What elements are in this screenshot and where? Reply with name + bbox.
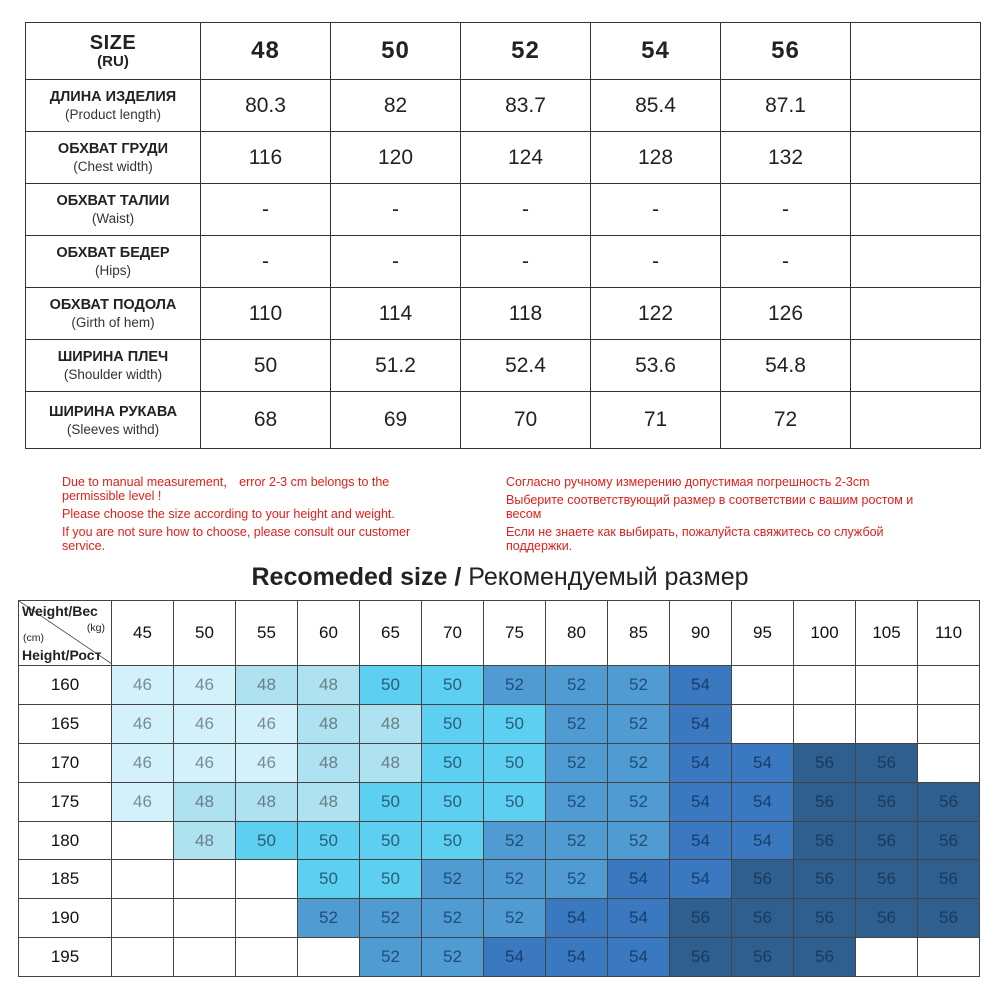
size-cell: 48 [298, 666, 360, 705]
size-cell: 50 [360, 821, 422, 860]
size-cell: 56 [856, 860, 918, 899]
title-ru: Рекомендуемый размер [461, 563, 749, 591]
measurement-value: - [201, 236, 331, 288]
measurement-value: 114 [331, 288, 461, 340]
size-cell: 56 [918, 860, 980, 899]
height-row [19, 782, 980, 821]
measurement-value [851, 288, 981, 340]
size-cell: 54 [732, 782, 794, 821]
size-cell [856, 666, 918, 705]
size-cell: 50 [360, 782, 422, 821]
size-cell: 50 [422, 782, 484, 821]
size-cell: 48 [298, 782, 360, 821]
size-cell: 50 [298, 821, 360, 860]
measurement-label [26, 288, 201, 340]
weight-header: 90 [670, 601, 732, 666]
measurement-value: 69 [331, 392, 461, 449]
size-cell: 48 [236, 666, 298, 705]
size-cell: 56 [794, 899, 856, 938]
size-cell: 54 [484, 938, 546, 977]
measurement-label [26, 340, 201, 392]
size-column-header: 54 [591, 23, 721, 80]
size-cell: 56 [918, 821, 980, 860]
size-cell: 52 [546, 821, 608, 860]
size-cell: 52 [608, 744, 670, 783]
size-cell: 50 [484, 744, 546, 783]
weight-header: 75 [484, 601, 546, 666]
height-row [19, 666, 980, 705]
measurement-row [26, 236, 981, 288]
measurement-value: 50 [201, 340, 331, 392]
weight-header: 55 [236, 601, 298, 666]
measurement-value: 70 [461, 392, 591, 449]
height-header: 195 [19, 938, 112, 977]
weight-header: 85 [608, 601, 670, 666]
size-cell: 48 [298, 705, 360, 744]
size-cell: 54 [670, 666, 732, 705]
measurement-label [26, 184, 201, 236]
size-cell: 52 [546, 666, 608, 705]
weight-header: 70 [422, 601, 484, 666]
measurement-note-ru [506, 475, 946, 557]
size-cell: 52 [422, 860, 484, 899]
size-cell: 56 [732, 938, 794, 977]
size-cell: 46 [236, 744, 298, 783]
size-cell: 54 [670, 860, 732, 899]
size-cell: 50 [360, 666, 422, 705]
measurement-label-ru: ОБХВАТ БЕДЕР [56, 245, 170, 261]
size-cell: 56 [670, 899, 732, 938]
measurement-label [26, 132, 201, 184]
size-cell [236, 899, 298, 938]
measurement-label-ru: ШИРИНА РУКАВА [48, 403, 178, 420]
measurement-value: 72 [721, 392, 851, 449]
size-cell [298, 938, 360, 977]
size-cell: 46 [112, 744, 174, 783]
measurement-value: - [591, 184, 721, 236]
size-column-header: 56 [721, 23, 851, 80]
measurement-label [26, 236, 201, 288]
size-table [25, 22, 981, 449]
size-cell: 56 [794, 938, 856, 977]
size-cell [112, 821, 174, 860]
title-en: Recomeded size / [251, 563, 462, 591]
size-column-header: 52 [461, 23, 591, 80]
size-cell: 52 [546, 782, 608, 821]
size-cell [174, 899, 236, 938]
measurement-value: - [721, 184, 851, 236]
size-cell: 52 [608, 782, 670, 821]
size-cell: 52 [484, 899, 546, 938]
recommended-size-grid [18, 600, 980, 977]
size-cell [236, 860, 298, 899]
size-cell: 46 [174, 666, 236, 705]
size-cell: 54 [546, 938, 608, 977]
measurement-value [851, 132, 981, 184]
note-line: Согласно ручному измерению допустимая погрешность 2-3cm [506, 475, 870, 489]
size-cell: 56 [856, 782, 918, 821]
measurement-value: 68 [201, 392, 331, 449]
size-cell: 56 [794, 744, 856, 783]
height-row [19, 821, 980, 860]
size-cell [918, 744, 980, 783]
size-cell: 46 [236, 705, 298, 744]
size-cell: 50 [422, 705, 484, 744]
height-row [19, 744, 980, 783]
size-cell: 56 [670, 938, 732, 977]
size-cell: 56 [732, 899, 794, 938]
size-cell: 52 [360, 938, 422, 977]
measurement-value: 85.4 [591, 80, 721, 132]
size-cell: 48 [174, 782, 236, 821]
measurement-value: - [461, 184, 591, 236]
weight-header: 80 [546, 601, 608, 666]
measurement-label-en: (Product length) [64, 107, 162, 122]
size-cell: 46 [112, 666, 174, 705]
weight-axis-label: Weight/Вес [22, 603, 98, 619]
measurement-row [26, 392, 981, 449]
size-cell: 50 [298, 860, 360, 899]
size-cell [236, 938, 298, 977]
size-cell: 52 [546, 705, 608, 744]
measurement-value: 128 [591, 132, 721, 184]
size-cell: 48 [236, 782, 298, 821]
size-cell: 56 [856, 744, 918, 783]
size-cell: 54 [732, 744, 794, 783]
measurement-value: 83.7 [461, 80, 591, 132]
size-cell: 48 [298, 744, 360, 783]
measurement-value [851, 236, 981, 288]
measurement-row [26, 288, 981, 340]
size-cell: 56 [918, 782, 980, 821]
measurement-label-ru: ДЛИНА ИЗДЕЛИЯ [49, 89, 177, 105]
measurement-label-ru: ОБХВАТ ПОДОЛА [49, 297, 177, 313]
size-cell: 50 [422, 744, 484, 783]
size-cell: 52 [484, 860, 546, 899]
size-cell [732, 705, 794, 744]
measurement-value [851, 392, 981, 449]
size-cell: 52 [546, 860, 608, 899]
measurement-value: - [331, 184, 461, 236]
measurement-value: 118 [461, 288, 591, 340]
weight-header: 60 [298, 601, 360, 666]
note-line: Due to manual measurement， error 2-3 cm belongs to the permissible level ! [62, 475, 390, 503]
size-cell [112, 860, 174, 899]
size-cell: 54 [546, 899, 608, 938]
size-cell: 54 [732, 821, 794, 860]
height-header: 185 [19, 860, 112, 899]
measurement-label-ru: ОБХВАТ ГРУДИ [57, 141, 169, 157]
measurement-value: 87.1 [721, 80, 851, 132]
size-cell: 48 [174, 821, 236, 860]
measurement-label-en: (Chest width) [73, 159, 153, 174]
size-cell: 56 [794, 782, 856, 821]
size-cell: 54 [670, 821, 732, 860]
weight-header: 50 [174, 601, 236, 666]
size-cell: 46 [174, 705, 236, 744]
size-cell [856, 705, 918, 744]
size-cell [794, 666, 856, 705]
size-cell: 50 [360, 860, 422, 899]
size-cell: 54 [670, 744, 732, 783]
size-cell: 46 [112, 782, 174, 821]
size-cell: 54 [608, 860, 670, 899]
size-column-header [851, 23, 981, 80]
measurement-value: 110 [201, 288, 331, 340]
size-cell [918, 938, 980, 977]
measurement-label [26, 392, 201, 449]
height-row [19, 705, 980, 744]
measurement-row [26, 184, 981, 236]
size-cell: 56 [918, 899, 980, 938]
note-line: If you are not sure how to choose, please consult our customer service. [62, 525, 411, 553]
measurement-value: - [721, 236, 851, 288]
size-cell: 54 [608, 938, 670, 977]
size-cell [794, 705, 856, 744]
size-cell: 46 [174, 744, 236, 783]
note-line: Please choose the size according to your height and weight. [62, 507, 395, 521]
size-cell: 54 [608, 899, 670, 938]
size-cell: 56 [856, 899, 918, 938]
weight-header: 45 [112, 601, 174, 666]
measurement-label-ru: ОБХВАТ ТАЛИИ [56, 193, 170, 209]
measurement-value: 82 [331, 80, 461, 132]
size-cell: 52 [422, 938, 484, 977]
size-column-header: 48 [201, 23, 331, 80]
measurement-label-ru: ШИРИНА ПЛЕЧ [57, 349, 169, 365]
size-cell: 52 [546, 744, 608, 783]
measurement-value: 54.8 [721, 340, 851, 392]
measurement-value: 120 [331, 132, 461, 184]
measurement-label-en: (Shoulder width) [63, 367, 163, 382]
measurement-value: - [331, 236, 461, 288]
weight-header: 65 [360, 601, 422, 666]
measurement-value [851, 80, 981, 132]
weight-header: 105 [856, 601, 918, 666]
size-cell: 50 [484, 782, 546, 821]
size-cell: 56 [856, 821, 918, 860]
size-label: SIZE [89, 31, 137, 54]
measurement-row [26, 80, 981, 132]
size-column-header: 50 [331, 23, 461, 80]
measurement-value: 52.4 [461, 340, 591, 392]
recommended-size-title [0, 563, 1000, 592]
measurement-value: 116 [201, 132, 331, 184]
size-cell: 52 [608, 666, 670, 705]
measurement-value [851, 184, 981, 236]
size-cell [174, 860, 236, 899]
size-cell: 52 [608, 705, 670, 744]
size-cell [918, 705, 980, 744]
measurement-value: 53.6 [591, 340, 721, 392]
size-cell: 56 [794, 860, 856, 899]
weight-header: 95 [732, 601, 794, 666]
height-axis-label: Height/Рост [22, 647, 102, 663]
size-cell: 50 [422, 821, 484, 860]
size-cell: 46 [112, 705, 174, 744]
measurement-value: 51.2 [331, 340, 461, 392]
measurement-value: 132 [721, 132, 851, 184]
size-cell: 50 [236, 821, 298, 860]
weight-unit: (kg) [86, 622, 105, 634]
note-line: Выберите соответствующий размер в соответствии с вашим ростом и весом [506, 493, 914, 521]
measurement-row [26, 132, 981, 184]
size-cell [112, 899, 174, 938]
measurement-value: 71 [591, 392, 721, 449]
size-cell [732, 666, 794, 705]
measurement-label [26, 80, 201, 132]
size-cell [174, 938, 236, 977]
measurement-value: 124 [461, 132, 591, 184]
weight-header: 110 [918, 601, 980, 666]
size-cell [856, 938, 918, 977]
size-cell [918, 666, 980, 705]
height-row [19, 899, 980, 938]
measurement-value: - [461, 236, 591, 288]
size-cell: 50 [422, 666, 484, 705]
height-header: 170 [19, 744, 112, 783]
height-header: 165 [19, 705, 112, 744]
size-cell: 52 [608, 821, 670, 860]
height-header: 180 [19, 821, 112, 860]
weight-header-row [19, 601, 980, 666]
height-header: 190 [19, 899, 112, 938]
size-cell: 52 [484, 821, 546, 860]
measurement-value: 80.3 [201, 80, 331, 132]
size-cell: 54 [670, 782, 732, 821]
measurement-label-en: (Waist) [91, 211, 135, 226]
height-unit: (cm) [23, 632, 44, 644]
height-row [19, 938, 980, 977]
measurement-value: 122 [591, 288, 721, 340]
measurement-note-en [62, 475, 432, 557]
measurement-value [851, 340, 981, 392]
size-cell [112, 938, 174, 977]
size-cell: 54 [670, 705, 732, 744]
height-header: 175 [19, 782, 112, 821]
size-cell: 52 [298, 899, 360, 938]
size-sublabel: (RU) [97, 52, 129, 70]
size-cell: 48 [360, 744, 422, 783]
size-cell: 52 [484, 666, 546, 705]
size-cell: 56 [794, 821, 856, 860]
measurement-value: - [201, 184, 331, 236]
measurement-row [26, 340, 981, 392]
measurement-label-en: (Girth of hem) [71, 315, 155, 330]
measurement-value: - [591, 236, 721, 288]
height-header: 160 [19, 666, 112, 705]
size-header-row [26, 23, 981, 80]
size-cell: 56 [732, 860, 794, 899]
grid-corner [19, 601, 112, 666]
size-cell: 52 [422, 899, 484, 938]
size-cell: 50 [484, 705, 546, 744]
note-line: Если не знаете как выбирать, пожалуйста свяжитесь со службой поддержки. [506, 525, 884, 553]
measurement-label-en: (Sleeves withd) [66, 421, 160, 437]
measurement-value: 126 [721, 288, 851, 340]
measurement-label-en: (Hips) [95, 263, 131, 278]
size-ru-header [26, 23, 201, 80]
height-row [19, 860, 980, 899]
weight-header: 100 [794, 601, 856, 666]
size-cell: 48 [360, 705, 422, 744]
size-cell: 52 [360, 899, 422, 938]
